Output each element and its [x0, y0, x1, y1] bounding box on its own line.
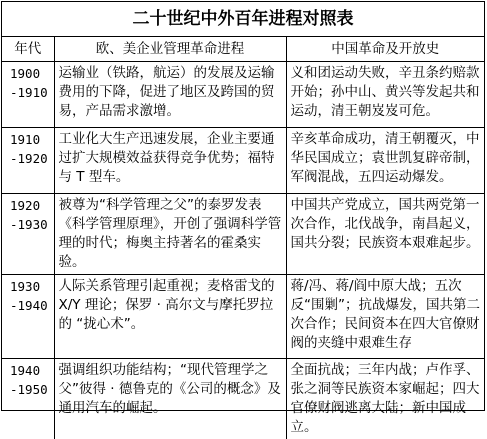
- west-cell: 被尊为“科学管理之父”的泰罗发表《科学管理原理》，开创了强调科学管理的时代；梅奥主持著名的霍桑实验。: [54, 194, 286, 275]
- table-row: [2, 62, 484, 128]
- header-year: 年代: [2, 37, 54, 62]
- year-end: -1940: [10, 298, 48, 313]
- history-comparison-table: [1, 1, 485, 411]
- year-start: 1940: [10, 363, 40, 378]
- china-cell: 全面抗战；三年内战；卢作孚、张之洞等民族资本家崛起；四大官僚财阀逃离大陆；新中国成立。: [286, 359, 484, 439]
- west-cell: 运输业（铁路，航运）的发展及运输费用的下降，促进了地区及跨国的贸易，产品需求激增。: [54, 62, 286, 128]
- year-start: 1900: [10, 66, 40, 81]
- table-row: [2, 128, 484, 194]
- year-end: -1920: [10, 151, 48, 166]
- table-title: 二十世纪中外百年进程对照表: [2, 2, 484, 37]
- table-row: [2, 359, 484, 439]
- table-row: [2, 194, 484, 275]
- year-cell: [2, 194, 54, 275]
- header-row: [2, 37, 484, 62]
- china-cell: 中国共产党成立，国共两党第一次合作，北伐战争，南昌起义，国共分裂；民族资本艰难起步。: [286, 194, 484, 275]
- year-start: 1930: [10, 279, 40, 294]
- year-cell: [2, 359, 54, 439]
- year-cell: [2, 128, 54, 194]
- year-cell: [2, 62, 54, 128]
- year-start: 1920: [10, 198, 40, 213]
- table-row: [2, 275, 484, 359]
- west-cell: 人际关系管理引起重视；麦格雷戈的 X/Y 理论；保罗 · 高尔文与摩托罗拉的 “拢心术”。: [54, 275, 286, 359]
- west-cell: 强调组织功能结构；“现代管理学之父”彼得 · 德鲁克的《公司的概念》及通用汽车的崛起。: [54, 359, 286, 439]
- china-cell: 蒋/冯、蒋/阎中原大战；五次反“围剿”；抗战爆发，国共第二次合作；民间资本在四大官僚财阀的夹缝中艰难生存: [286, 275, 484, 359]
- year-start: 1910: [10, 132, 40, 147]
- year-cell: [2, 275, 54, 359]
- year-end: -1930: [10, 217, 48, 232]
- west-cell: 工业化大生产迅速发展，企业主要通过扩大规模效益获得竞争优势；福特与 T 型车。: [54, 128, 286, 194]
- china-cell: 辛亥革命成功，清王朝覆灭，中华民国成立；袁世凯复辟帝制，军阀混战，五四运动爆发。: [286, 128, 484, 194]
- header-china: 中国革命及开放史: [286, 37, 484, 62]
- header-west: 欧、美企业管理革命进程: [54, 37, 286, 62]
- china-cell: 义和团运动失败，辛丑条约赔款开始；孙中山、黄兴等发起共和运动，清王朝岌岌可危。: [286, 62, 484, 128]
- year-end: -1910: [10, 85, 48, 100]
- year-end: -1950: [10, 382, 48, 397]
- comparison-table: [2, 37, 484, 439]
